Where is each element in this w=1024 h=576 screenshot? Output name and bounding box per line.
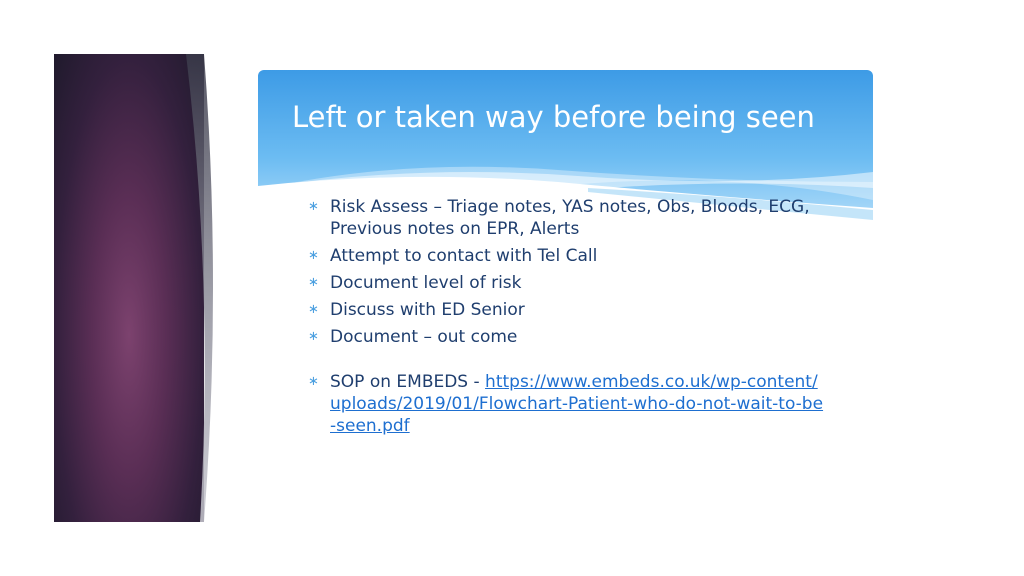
bullet-asterisk-icon: ∗ (308, 248, 319, 263)
bullet-item-attempt-contact (308, 245, 828, 267)
bullet-text: Risk Assess – Triage notes, YAS notes, Obs, Bloods, ECG, Previous notes on EPR, Alerts (330, 197, 810, 239)
sop-link[interactable]: https://www.embeds.co.uk/wp-content/uploads/2019/01/Flowchart-Patient-who-do-not-wait-to-be-seen.pdf (330, 372, 824, 436)
bullet-item-document-outcome (308, 326, 828, 348)
bullet-text: Discuss with ED Senior (330, 300, 525, 320)
bullet-list (308, 196, 828, 442)
bullet-asterisk-icon: ∗ (308, 329, 319, 344)
bullet-item-sop (308, 371, 828, 437)
sop-prefix-text: SOP on EMBEDS - (330, 372, 486, 392)
side-decorative-panel (54, 54, 204, 522)
bullet-item-discuss-senior (308, 299, 828, 321)
bullet-text: Document level of risk (330, 273, 522, 293)
bullet-asterisk-icon: ∗ (308, 302, 319, 317)
slide-title: Left or taken way before being seen (292, 100, 815, 134)
bullet-asterisk-icon: ∗ (308, 199, 319, 214)
bullet-text: Document – out come (330, 327, 518, 347)
bullet-asterisk-icon: ∗ (308, 275, 319, 290)
bullet-item-risk-assess (308, 196, 828, 240)
bullet-spacer (308, 353, 828, 371)
bullet-asterisk-icon: ∗ (308, 374, 319, 389)
bullet-text: Attempt to contact with Tel Call (330, 246, 598, 266)
bullet-item-document-risk (308, 272, 828, 294)
